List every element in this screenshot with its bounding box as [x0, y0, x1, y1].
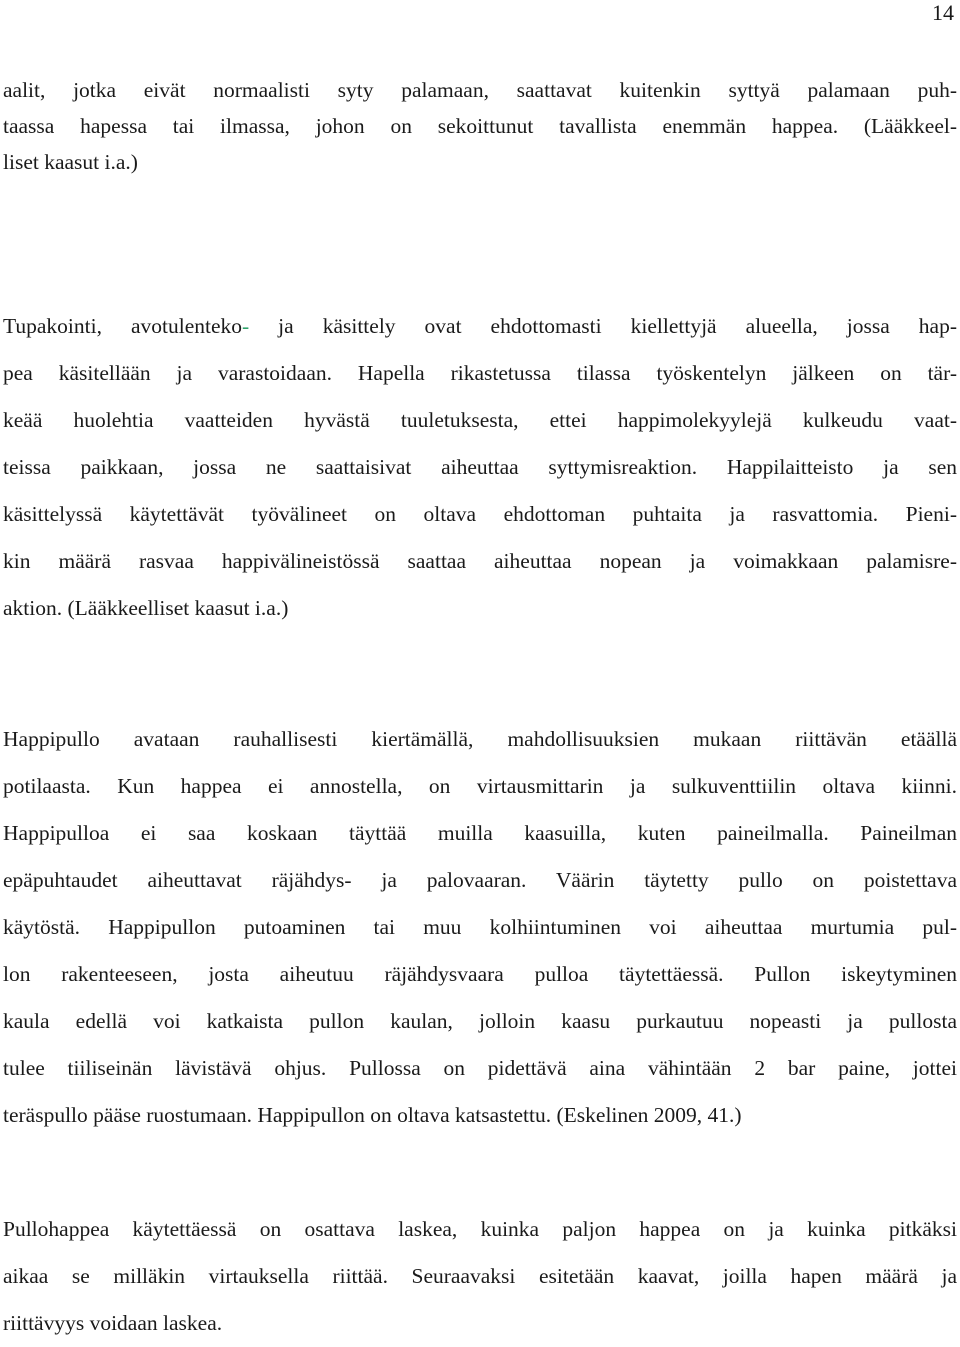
paragraph-oxygen-cylinder-handling — [3, 716, 957, 1139]
paragraph-flammable-materials — [3, 72, 957, 180]
paragraph-oxygen-calculation — [3, 1206, 957, 1347]
text-line: aalit, jotka eivät normaalisti syty palamaan, saattavat kuitenkin syttyä palamaan puh- — [3, 78, 957, 102]
text-line: Pullohappea käytettäessä on osattava laskea, kuinka paljon happea on ja kuinka pitkäksi — [3, 1217, 957, 1241]
text-line: teräspullo pääse ruostumaan. Happipullon on oltava katsastettu. (Eskelinen 2009, 41.) — [3, 1103, 742, 1127]
text-line: aikaa se milläkin virtauksella riittää. Seuraavaksi esitetään kaavat, joilla hapen määrä ja — [3, 1264, 957, 1288]
text-line: taassa hapessa tai ilmassa, johon on sekoittunut tavallista enemmän happea. (Lääkkeel- — [3, 114, 957, 138]
text-line: tulee tiiliseinän lävistävä ohjus. Pullossa on pidettävä aina vähintään 2 bar paine, jottei — [3, 1056, 957, 1080]
text-line: Happipullo avataan rauhallisesti kiertämällä, mahdollisuuksien mukaan riittävän etäällä — [3, 727, 957, 751]
text-line: käsittelyssä käytettävät työvälineet on oltava ehdottoman puhtaita ja rasvattomia. Pieni- — [3, 502, 957, 526]
text-line: epäpuhtaudet aiheuttavat räjähdys- ja palovaaran. Väärin täytetty pullo on poistettava — [3, 868, 957, 892]
hyphen-mark: - — [242, 314, 250, 338]
text-line: riittävyys voidaan laskea. — [3, 1311, 223, 1335]
page-number: 14 — [932, 0, 954, 25]
text-line: lon rakenteeseen, josta aiheutuu räjähdysvaara pulloa täytettäessä. Pullon iskeytyminen — [3, 962, 957, 986]
text-line: liset kaasut i.a.) — [3, 150, 138, 174]
text-line: potilaasta. Kun happea ei annostella, on virtausmittarin ja sulkuventtiilin oltava kiinni. — [3, 774, 957, 798]
text-line: Happipulloa ei saa koskaan täyttää muilla kaasuilla, kuten paineilmalla. Paineilman — [3, 821, 957, 845]
text-line: pea käsitellään ja varastoidaan. Hapella rikastetussa tilassa työskentelyn jälkeen on tär- — [3, 361, 957, 385]
text-line: kaula edellä voi katkaista pullon kaulan, jolloin kaasu purkautuu nopeasti ja pullosta — [3, 1009, 957, 1033]
text-line: teissa paikkaan, jossa ne saattaisivat aiheuttaa syttymisreaktion. Happilaitteisto ja sen — [3, 455, 957, 479]
text-line: kin määrä rasvaa happivälineistössä saattaa aiheuttaa nopean ja voimakkaan palamisre- — [3, 549, 957, 573]
text-line: aktion. (Lääkkeelliset kaasut i.a.) — [3, 596, 289, 620]
paragraph-smoking-prohibition — [3, 303, 957, 632]
text-line — [3, 303, 957, 350]
text-segment: ja käsittely ovat ehdottomasti kiellettyjä alueella, jossa hap- — [249, 314, 957, 338]
text-line: keää huolehtia vaatteiden hyvästä tuuletuksesta, ettei happimolekyylejä kulkeudu vaat- — [3, 408, 957, 432]
text-line: käytöstä. Happipullon putoaminen tai muu kolhiintuminen voi aiheuttaa murtumia pul- — [3, 915, 957, 939]
text-segment: Tupakointi, avotulenteko — [3, 314, 243, 338]
